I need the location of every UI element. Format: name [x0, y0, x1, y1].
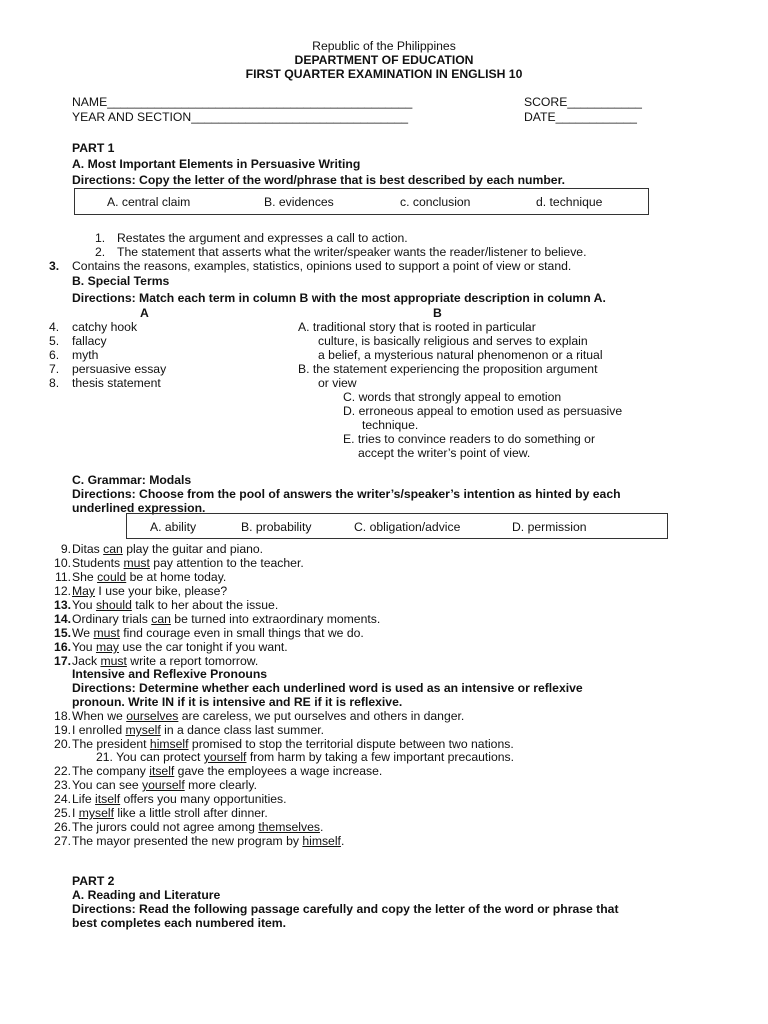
- term-text: persuasive essay: [72, 362, 167, 376]
- column-a-header: A: [140, 306, 149, 320]
- item-number: 11.: [54, 570, 71, 584]
- underlined-word: itself: [95, 792, 121, 806]
- part1a-heading: A. Most Important Elements in Persuasive Writing: [72, 157, 361, 171]
- item-number: 19.: [54, 723, 71, 737]
- modal-sentence: She could be at home today.: [72, 570, 227, 584]
- header-exam-title: FIRST QUARTER EXAMINATION IN ENGLISH 10: [245, 67, 523, 81]
- description-line: D. erroneous appeal to emotion used as persuasive: [343, 404, 623, 418]
- item-number: 9.: [60, 542, 71, 556]
- item-number: 1.: [95, 231, 106, 245]
- part1a-options-box: [74, 188, 649, 215]
- underlined-word: may: [95, 640, 119, 654]
- item-text: Restates the argument and expresses a call to action.: [117, 231, 408, 245]
- name-field: NAME_____________________________________________: [72, 95, 413, 109]
- term-text: myth: [72, 348, 99, 362]
- part1d-directions-line2: pronoun. Write IN if it is intensive and RE if it is reflexive.: [72, 695, 403, 709]
- description-line: B. the statement experiencing the proposition argument: [298, 362, 598, 376]
- term-text: fallacy: [72, 334, 107, 348]
- description-line: A. traditional story that is rooted in particular: [298, 320, 536, 334]
- underlined-word: itself: [149, 764, 175, 778]
- part1c-heading: C. Grammar: Modals: [72, 473, 192, 487]
- item-number: 26.: [54, 820, 71, 834]
- modal-sentence: Students must pay attention to the teacher.: [72, 556, 304, 570]
- underlined-word: could: [97, 570, 127, 584]
- part1d-directions-line1: Directions: Determine whether each underlined word is used as an intensive or reflexive: [72, 681, 583, 695]
- option-d: D. permission: [512, 520, 587, 534]
- term-number: 5.: [49, 334, 60, 348]
- part1-title: PART 1: [72, 141, 115, 155]
- description-line: accept the writer’s point of view.: [358, 446, 531, 460]
- underlined-word: can: [103, 542, 123, 556]
- underlined-word: yourself: [203, 750, 247, 764]
- option-c: C. obligation/advice: [354, 520, 461, 534]
- item-number: 23.: [54, 778, 71, 792]
- modal-sentence: Ordinary trials can be turned into extraordinary moments.: [72, 612, 381, 626]
- item-number: 14.: [54, 612, 71, 626]
- item-number: 24.: [54, 792, 71, 806]
- item-number: 16.: [54, 640, 71, 654]
- underlined-word: must: [93, 626, 120, 640]
- modal-sentence: We must find courage even in small things that we do.: [72, 626, 364, 640]
- underlined-word: must: [123, 556, 150, 570]
- part2-title: PART 2: [72, 874, 115, 888]
- part2-directions-line2: best completes each numbered item.: [72, 916, 287, 930]
- pronoun-sentence: I myself like a little stroll after dinner.: [72, 806, 268, 820]
- description-line: a belief, a mysterious natural phenomenon or a ritual: [318, 348, 603, 362]
- date-field: DATE____________: [524, 110, 637, 124]
- item-number: 3.: [49, 259, 60, 273]
- pronoun-sentence: 21. You can protect yourself from harm by taking a few important precautions.: [96, 750, 515, 764]
- part2-heading: A. Reading and Literature: [72, 888, 221, 902]
- term-number: 8.: [49, 376, 60, 390]
- modal-sentence: You should talk to her about the issue.: [72, 598, 279, 612]
- option-a: A. central claim: [107, 195, 191, 209]
- option-a: A. ability: [150, 520, 197, 534]
- term-text: catchy hook: [72, 320, 138, 334]
- item-number: 10.: [54, 556, 71, 570]
- item-number: 12.: [54, 584, 71, 598]
- part1c-directions-line1: Directions: Choose from the pool of answers the writer’s/speaker’s intention as hinted by each: [72, 487, 621, 501]
- underlined-word: myself: [125, 723, 161, 737]
- underlined-word: ourselves: [126, 709, 179, 723]
- part1a-directions: Directions: Copy the letter of the word/phrase that is best described by each number.: [72, 173, 566, 187]
- underlined-word: themselves: [258, 820, 320, 834]
- item-number: 17.: [54, 654, 71, 668]
- item-number: 20.: [54, 737, 71, 751]
- underlined-word: himself: [302, 834, 341, 848]
- header-republic: Republic of the Philippines: [312, 39, 456, 53]
- pronoun-sentence: You can see yourself more clearly.: [72, 778, 257, 792]
- year-section-field: YEAR AND SECTION________________________________: [72, 110, 409, 124]
- pronoun-sentence: The president himself promised to stop the territorial dispute between two nations.: [72, 737, 514, 751]
- underlined-word: May: [72, 584, 96, 598]
- term-number: 7.: [49, 362, 60, 376]
- item-number: 25.: [54, 806, 71, 820]
- term-number: 6.: [49, 348, 60, 362]
- description-line: C. words that strongly appeal to emotion: [343, 390, 562, 404]
- item-number: 2.: [95, 245, 106, 259]
- underlined-word: must: [100, 654, 127, 668]
- description-line: or view: [318, 376, 357, 390]
- item-number: 18.: [54, 709, 71, 723]
- description-line: E. tries to convince readers to do something or: [343, 432, 596, 446]
- underlined-word: can: [151, 612, 171, 626]
- modal-sentence: Jack must write a report tomorrow.: [72, 654, 259, 668]
- modal-sentence: May I use your bike, please?: [72, 584, 228, 598]
- modal-sentence: You may use the car tonight if you want.: [72, 640, 288, 654]
- term-text: thesis statement: [72, 376, 161, 390]
- item-number: 21.: [96, 750, 113, 764]
- part1c-options-box: [126, 513, 668, 539]
- score-field: SCORE___________: [524, 95, 642, 109]
- item-number: 22.: [54, 764, 71, 778]
- pronoun-sentence: The mayor presented the new program by himself.: [72, 834, 345, 848]
- item-number: 13.: [54, 598, 71, 612]
- part1d-heading: Intensive and Reflexive Pronouns: [72, 667, 268, 681]
- pronoun-sentence: The company itself gave the employees a wage increase.: [72, 764, 383, 778]
- item-number: 27.: [54, 834, 71, 848]
- item-text: The statement that asserts what the writer/speaker wants the reader/listener to believe.: [117, 245, 587, 259]
- pronoun-sentence: When we ourselves are careless, we put ourselves and others in danger.: [72, 709, 465, 723]
- item-text: Contains the reasons, examples, statistics, opinions used to support a point of view or stand.: [72, 259, 572, 273]
- option-c: c. conclusion: [400, 195, 471, 209]
- underlined-word: should: [95, 598, 132, 612]
- part1b-heading: B. Special Terms: [72, 274, 170, 288]
- pronoun-sentence: Life itself offers you many opportunities.: [72, 792, 287, 806]
- pronoun-sentence: The jurors could not agree among themselves.: [72, 820, 324, 834]
- part2-directions-line1: Directions: Read the following passage carefully and copy the letter of the word or phrase that: [72, 902, 619, 916]
- option-b: B. probability: [241, 520, 312, 534]
- part1c-directions-line2: underlined expression.: [72, 501, 206, 515]
- option-b: B. evidences: [264, 195, 334, 209]
- underlined-word: himself: [149, 737, 189, 751]
- option-d: d. technique: [536, 195, 603, 209]
- part1b-directions: Directions: Match each term in column B with the most appropriate description in column A.: [72, 291, 606, 305]
- column-b-header: B: [433, 306, 442, 320]
- header-department: DEPARTMENT OF EDUCATION: [294, 53, 474, 67]
- modal-sentence: Ditas can play the guitar and piano.: [72, 542, 264, 556]
- pronoun-sentence: I enrolled myself in a dance class last summer.: [72, 723, 324, 737]
- underlined-word: myself: [78, 806, 114, 820]
- item-number: 15.: [54, 626, 71, 640]
- description-line: technique.: [362, 418, 419, 432]
- underlined-word: yourself: [142, 778, 185, 792]
- term-number: 4.: [49, 320, 60, 334]
- description-line: culture, is basically religious and serves to explain: [318, 334, 588, 348]
